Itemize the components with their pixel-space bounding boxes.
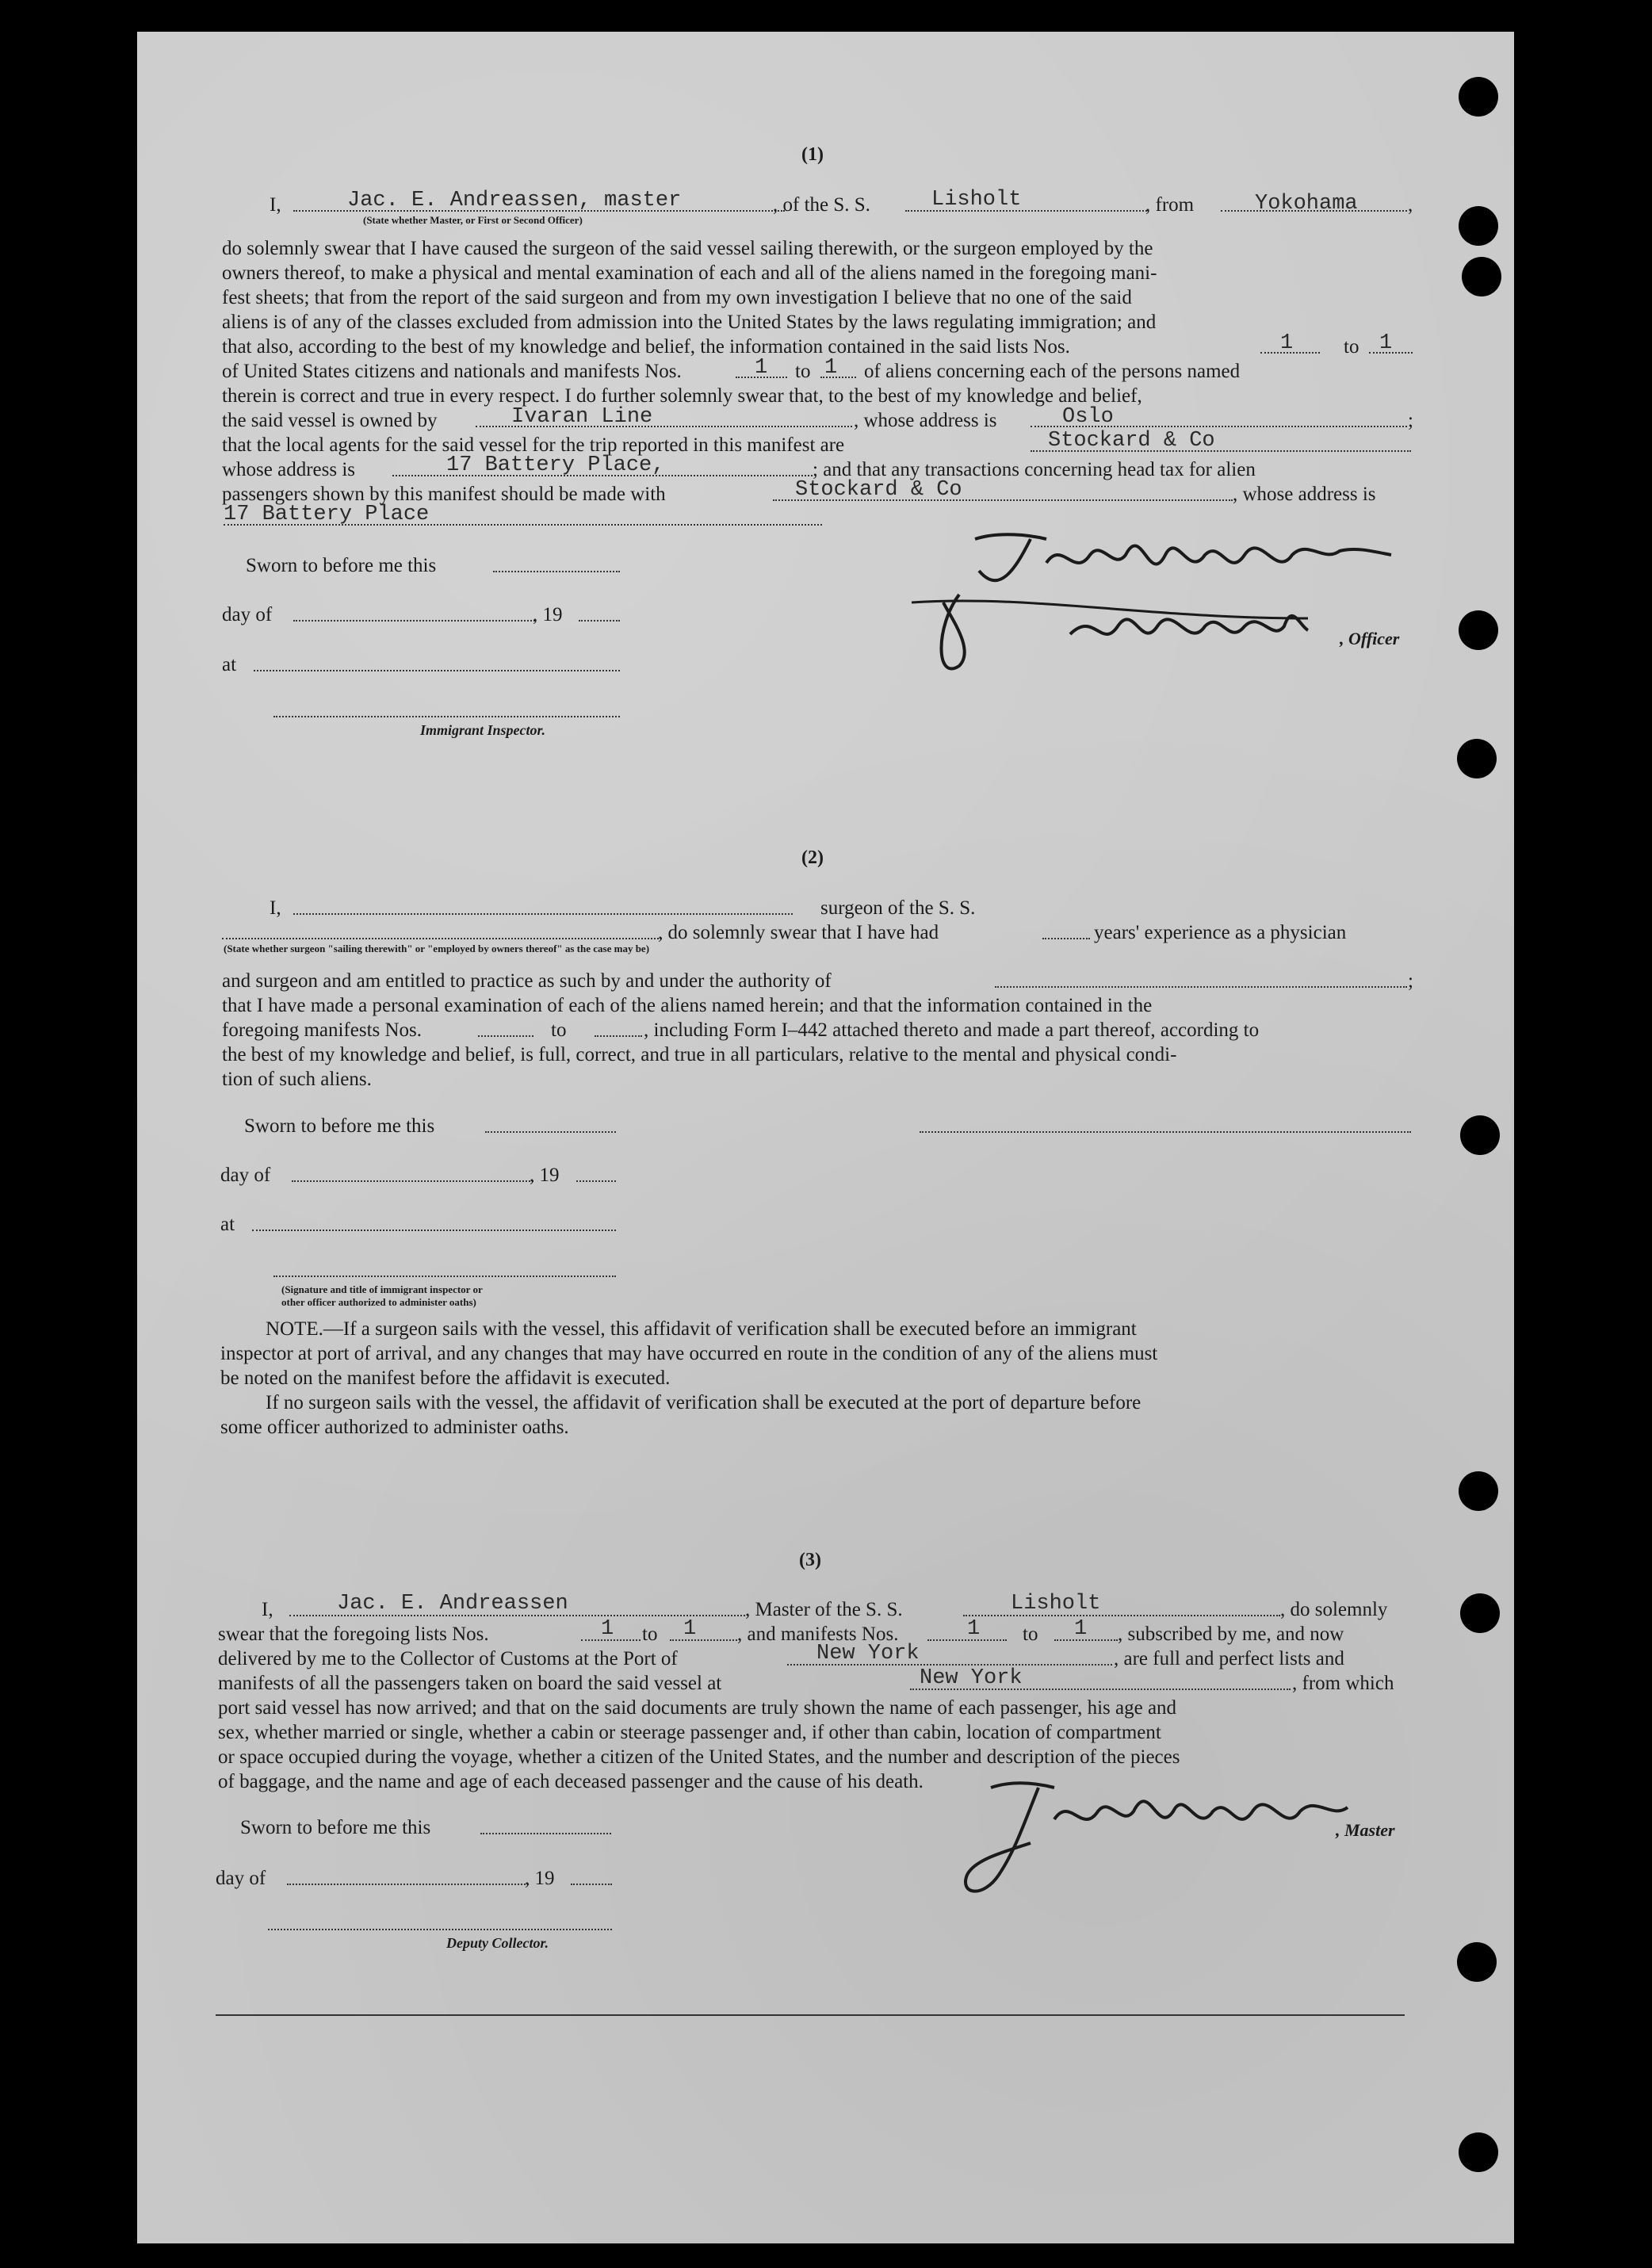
master-label: , Master bbox=[1336, 1820, 1395, 1840]
authority-rule bbox=[995, 986, 1407, 988]
comma: , bbox=[1408, 194, 1413, 216]
section-number: (2) bbox=[801, 847, 824, 868]
manifests-from: 1 bbox=[967, 1617, 981, 1641]
year-rule bbox=[576, 1180, 616, 1182]
at-rule bbox=[254, 670, 620, 671]
body-line: port said vessel has now arrived; and that on the said documents are truly shown the name of each passenger, his age and bbox=[218, 1697, 1177, 1719]
line6-b: of aliens concerning each of the persons named bbox=[864, 361, 1241, 382]
lists-to: 1 bbox=[683, 1617, 697, 1641]
swear-label: , do solemnly swear that I have had bbox=[658, 922, 939, 943]
note-line: some officer authorized to administer oaths. bbox=[220, 1417, 569, 1438]
semicolon: ; bbox=[1408, 410, 1413, 431]
sworn-label: Sworn to before me this bbox=[246, 555, 437, 576]
solemnly: , do solemnly bbox=[1280, 1599, 1388, 1620]
sworn-label: Sworn to before me this bbox=[240, 1817, 431, 1838]
master-name: Jac. E. Andreassen, master bbox=[347, 189, 682, 212]
day-rule bbox=[292, 1180, 533, 1182]
lists-to: 1 bbox=[1379, 331, 1393, 355]
at-label: at bbox=[222, 654, 237, 675]
of-ss: , of the S. S. bbox=[773, 194, 870, 216]
deputy-label: Deputy Collector. bbox=[446, 1935, 549, 1951]
note-line: be noted on the manifest before the affidavit is executed. bbox=[220, 1367, 671, 1389]
prefix: I, bbox=[270, 897, 281, 919]
day-rule bbox=[293, 620, 535, 622]
sworn-rule bbox=[485, 1131, 616, 1133]
deputy-rule bbox=[268, 1929, 612, 1930]
day-of-label: day of bbox=[220, 1165, 271, 1186]
line11-b: , whose address is bbox=[1233, 484, 1376, 505]
name-caption: (State whether Master, or First or Second Officer) bbox=[363, 214, 583, 226]
line8: the said vessel is owned by bbox=[222, 410, 438, 431]
punch-hole bbox=[1459, 1471, 1498, 1511]
line6: of United States citizens and nationals and manifests Nos. bbox=[222, 361, 682, 382]
line9: that the local agents for the said vessel for the trip reported in this manifest are bbox=[222, 434, 845, 456]
note-line: inspector at port of arrival, and any changes that may have occurred en route in the condition of any of the aliens must bbox=[220, 1343, 1158, 1364]
lists-to-rule bbox=[670, 1639, 737, 1641]
line10: whose address is bbox=[222, 459, 356, 480]
punch-hole bbox=[1459, 206, 1498, 246]
surgeon-name-rule bbox=[293, 913, 793, 915]
line2-b: , and manifests Nos. bbox=[737, 1624, 899, 1645]
sig-caption-1: (Signature and title of immigrant inspector or bbox=[281, 1283, 483, 1295]
head-tax-address: 17 Battery Place bbox=[224, 503, 430, 526]
prefix: I, bbox=[262, 1599, 273, 1620]
master-name: Jac. E. Andreassen bbox=[337, 1592, 568, 1616]
punch-hole bbox=[1462, 257, 1501, 296]
nos-from-rule bbox=[478, 1035, 533, 1037]
section1-body bbox=[222, 236, 1415, 335]
sworn-rule bbox=[493, 571, 620, 572]
line3-b: , are full and perfect lists and bbox=[1114, 1648, 1344, 1669]
officer-label: , Officer bbox=[1340, 629, 1400, 648]
line4-b: , including Form I–442 attached thereto and made a part thereof, according to bbox=[644, 1019, 1260, 1041]
to-label: to bbox=[1023, 1624, 1038, 1645]
line2: and surgeon and am entitled to practice as such by and under the authority of bbox=[222, 970, 832, 992]
surgeon-signature-rule bbox=[920, 1131, 1411, 1133]
inspector-label: Immigrant Inspector. bbox=[420, 722, 546, 738]
body-line: do solemnly swear that I have caused the surgeon of the said vessel sailing therewith, or the surgeon employed by the bbox=[222, 238, 1153, 259]
surgeon-caption: (State whether surgeon "sailing therewith" or "employed by owners thereof" as the case may be) bbox=[224, 943, 650, 954]
line4-b: , from which bbox=[1292, 1673, 1394, 1694]
line2: swear that the foregoing lists Nos. bbox=[218, 1624, 489, 1645]
manifests-from: 1 bbox=[755, 356, 768, 380]
line11: passengers shown by this manifest should be made with bbox=[222, 484, 666, 505]
agents: Stockard & Co bbox=[1048, 429, 1215, 453]
note-line: NOTE.—If a surgeon sails with the vessel, this affidavit of verification shall be executed before an immigrant bbox=[266, 1318, 1137, 1340]
body-line: fest sheets; that from the report of the said surgeon and from my own investigation I believe that no one of the said bbox=[222, 287, 1132, 308]
to-label: to bbox=[551, 1019, 567, 1041]
year-label: , 19 bbox=[533, 604, 563, 625]
punch-hole bbox=[1459, 2132, 1498, 2172]
owner-address: Oslo bbox=[1062, 405, 1114, 429]
inspector-rule bbox=[273, 716, 620, 717]
surgeon-vessel-rule bbox=[222, 938, 662, 939]
punch-hole bbox=[1460, 1115, 1500, 1155]
master-signature bbox=[943, 1764, 1356, 1903]
line7: therein is correct and true in every respect. I do further solemnly swear that, to the best of my knowledge and belief, bbox=[222, 385, 1142, 407]
prefix: I, bbox=[270, 194, 281, 216]
port: New York bbox=[816, 1642, 920, 1666]
lists-from: 1 bbox=[1280, 331, 1294, 355]
line8-b: , whose address is bbox=[854, 410, 997, 431]
section-number: (1) bbox=[801, 144, 824, 165]
master-signature bbox=[912, 507, 1419, 690]
year-label: , 19 bbox=[525, 1868, 555, 1889]
punch-hole bbox=[1457, 739, 1497, 778]
line2-c: , subscribed by me, and now bbox=[1118, 1624, 1344, 1645]
line5: the best of my knowledge and belief, is full, correct, and true in all particulars, relative to the mental and physical condi- bbox=[222, 1044, 1177, 1065]
line4: foregoing manifests Nos. bbox=[222, 1019, 423, 1041]
years-label: years' experience as a physician bbox=[1094, 922, 1347, 943]
punch-hole bbox=[1459, 610, 1498, 650]
year-label: , 19 bbox=[530, 1165, 560, 1186]
punch-hole bbox=[1459, 77, 1498, 117]
sworn-label: Sworn to before me this bbox=[244, 1115, 435, 1137]
to-label: to bbox=[1344, 336, 1359, 358]
body-line: or space occupied during the voyage, whether a citizen of the United States, and the number and description of the pieces bbox=[218, 1746, 1180, 1768]
year-rule bbox=[571, 1884, 612, 1885]
day-rule bbox=[287, 1884, 529, 1885]
port-from: Yokohama bbox=[1255, 192, 1358, 216]
sworn-rule bbox=[480, 1833, 611, 1834]
line6: tion of such aliens. bbox=[222, 1069, 372, 1090]
at-rule bbox=[252, 1230, 616, 1231]
body-line: aliens is of any of the classes excluded from admission into the United States by the laws regulating immigration; and bbox=[222, 312, 1157, 333]
port-boarded: New York bbox=[920, 1666, 1023, 1690]
nos-to-rule bbox=[595, 1035, 642, 1037]
to-label: to bbox=[795, 361, 811, 382]
body-line: sex, whether married or single, whether a cabin or steerage passenger and, if other than cabin, location of compartment bbox=[218, 1722, 1161, 1743]
surgeon-of: surgeon of the S. S. bbox=[820, 897, 976, 919]
manifests-to: 1 bbox=[1074, 1617, 1088, 1641]
day-of-label: day of bbox=[222, 604, 273, 625]
vessel-name: Lisholt bbox=[931, 188, 1022, 212]
note-line: If no surgeon sails with the vessel, the affidavit of verification shall be executed at the port of departure before bbox=[266, 1392, 1141, 1413]
footer-rule bbox=[216, 2014, 1405, 2016]
day-of-label: day of bbox=[216, 1868, 266, 1889]
lists-from: 1 bbox=[601, 1617, 614, 1641]
line3: that I have made a personal examination of each of the aliens named herein; and that the information contained in the bbox=[222, 995, 1153, 1016]
punch-hole bbox=[1460, 1593, 1500, 1633]
inspector-sig-rule bbox=[273, 1276, 616, 1277]
years-rule bbox=[1042, 938, 1090, 939]
line4: manifests of all the passengers taken on board the said vessel at bbox=[218, 1673, 722, 1694]
body-line: of baggage, and the name and age of each deceased passenger and the cause of his death. bbox=[218, 1771, 924, 1792]
vessel-name: Lisholt bbox=[1011, 1592, 1101, 1616]
at-label: at bbox=[220, 1214, 235, 1235]
sig-caption-2: other officer authorized to administer oaths) bbox=[281, 1296, 476, 1308]
line10-b: ; and that any transactions concerning head tax for alien bbox=[813, 459, 1256, 480]
agents-address: 17 Battery Place, bbox=[446, 453, 665, 477]
owner: Ivaran Line bbox=[511, 405, 653, 429]
line5: that also, according to the best of my knowledge and belief, the information contained in the said lists Nos. bbox=[222, 336, 1070, 358]
section-number: (3) bbox=[799, 1550, 821, 1570]
from-label: , from bbox=[1145, 194, 1195, 216]
year-rule bbox=[579, 620, 620, 622]
to-label: to bbox=[642, 1624, 658, 1645]
head-tax-agent: Stockard & Co bbox=[795, 478, 962, 502]
punch-hole bbox=[1457, 1942, 1497, 1982]
manifests-to: 1 bbox=[824, 356, 838, 380]
body-line: owners thereof, to make a physical and mental examination of each and all of the aliens named in the foregoing mani- bbox=[222, 262, 1157, 284]
master-of: , Master of the S. S. bbox=[745, 1599, 903, 1620]
semicolon: ; bbox=[1408, 970, 1413, 992]
line3: delivered by me to the Collector of Customs at the Port of bbox=[218, 1648, 678, 1669]
